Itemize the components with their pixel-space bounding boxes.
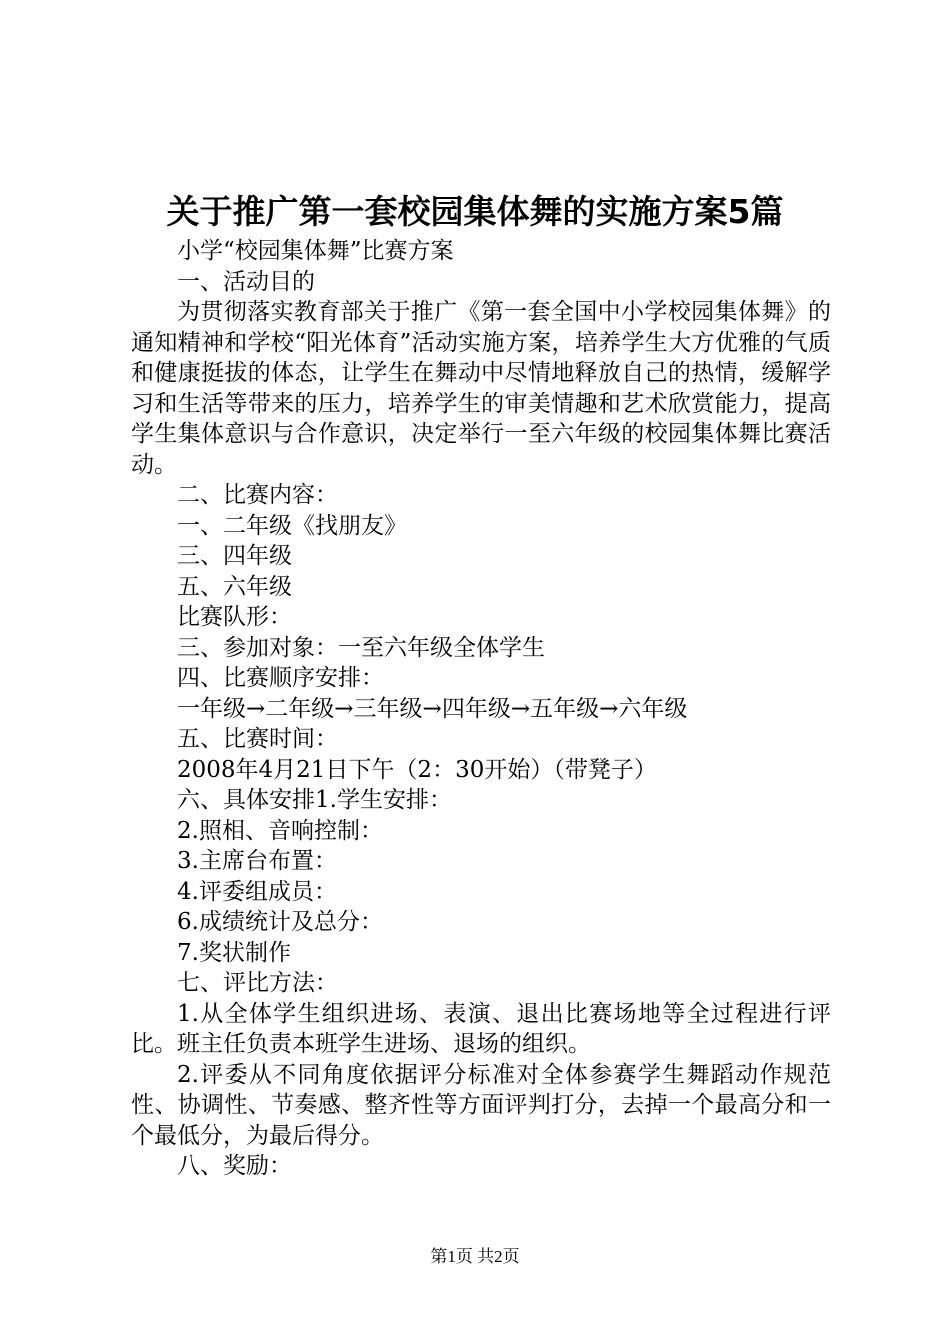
arrangement-item-scores: 6.成绩统计及总分： (177, 909, 383, 935)
section-heading-content: 二、比赛内容： (177, 482, 338, 508)
content-item-grade34: 三、四年级 (177, 543, 292, 569)
arrangement-item-certificates: 7.奖状制作 (177, 939, 291, 966)
content-item-grade12: 一、二年级《找朋友》 (177, 512, 407, 539)
section-heading-awards: 八、奖励： (177, 1153, 292, 1179)
arrangement-item-photo: 2.照相、音响控制： (177, 817, 383, 844)
purpose-paragraph: 为贯彻落实教育部关于推广《第一套全国中小学校园集体舞》的通知精神和学校“阳光体育”活动实施方案，培养学生大方优雅的气质和健康挺拔的体态，让学生在舞动中尽情地释放自己的热情，缓解学习和生活等带来的压力，培养学生的审美情趣和艺术欣赏能力，提高学生集体意识与合作意识，决定举行一至六年级的校园集体舞比赛活动。 (131, 299, 831, 478)
section-heading-purpose: 一、活动目的 (177, 268, 315, 295)
document-body (131, 236, 831, 1182)
subtitle-line: 小学“校园集体舞”比赛方案 (177, 238, 454, 264)
time-line: 2008年4月21日下午（2：30开始）（带凳子） (177, 756, 657, 783)
section-heading-time: 五、比赛时间： (177, 726, 338, 752)
document-title: 关于推广第一套校园集体舞的实施方案5篇 (166, 192, 784, 231)
method-paragraph-2: 2.评委从不同角度依据评分标准对全体参赛学生舞蹈动作规范性、协调性、节奏感、整齐性等方面评判打分，去掉一个最高分和一个最低分，为最后得分。 (131, 1061, 831, 1149)
section-heading-participants: 三、参加对象：一至六年级全体学生 (177, 634, 545, 661)
section-heading-method: 七、评比方法： (177, 970, 338, 996)
content-item-grade56: 五、六年级 (177, 573, 292, 600)
arrangement-item-judges: 4.评委组成员： (177, 878, 337, 905)
method-paragraph-1: 1.从全体学生组织进场、表演、退出比赛场地等全过程进行评比。班主任负责本班学生进场、退场的组织。 (131, 1000, 831, 1057)
formation-line: 比赛队形： (177, 604, 292, 630)
page-footer: 第1页 共2页 (430, 1247, 520, 1266)
section-heading-arrangement: 六、具体安排1.学生安排： (177, 787, 452, 813)
order-sequence: 一年级→二年级→三年级→四年级→五年级→六年级 (177, 695, 688, 722)
section-heading-order: 四、比赛顺序安排： (177, 665, 384, 691)
arrangement-item-stage: 3.主席台布置： (177, 848, 337, 874)
